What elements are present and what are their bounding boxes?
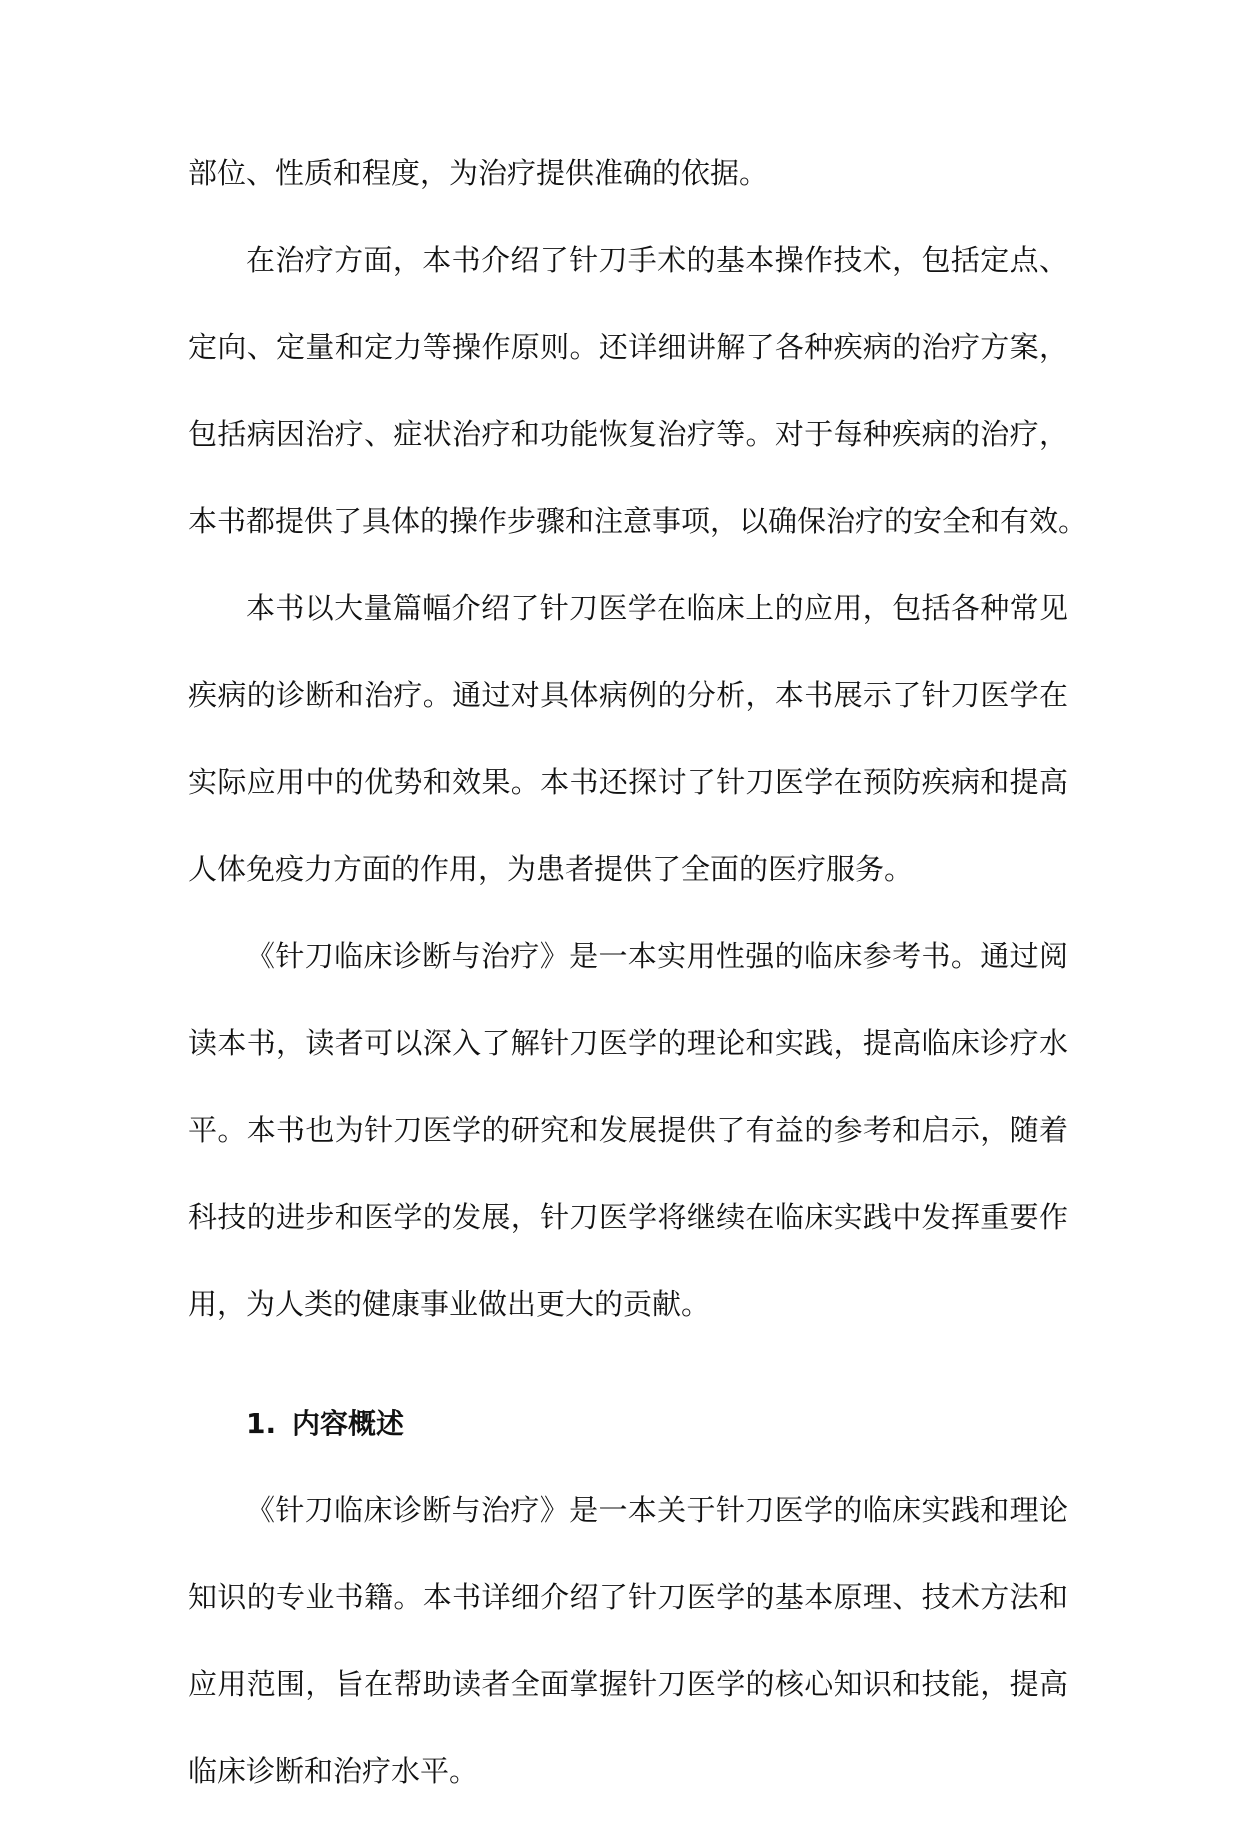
- text-line: 疾病的诊断和治疗。通过对具体病例的分析，本书展示了针刀医学在: [188, 678, 1068, 712]
- text-line: 科技的进步和医学的发展，针刀医学将继续在临床实践中发挥重要作: [188, 1200, 1068, 1234]
- text-line: 本书都提供了具体的操作步骤和注意事项，以确保治疗的安全和有效。: [188, 504, 1088, 538]
- text-line: 《针刀临床诊断与治疗》是一本关于针刀医学的临床实践和理论: [246, 1493, 1068, 1527]
- text-line: 包括病因治疗、症状治疗和功能恢复治疗等。对于每种疾病的治疗，: [188, 417, 1068, 451]
- text-line: 平。本书也为针刀医学的研究和发展提供了有益的参考和启示，随着: [188, 1113, 1068, 1147]
- text-line: 临床诊断和治疗水平。: [188, 1754, 479, 1788]
- text-line: 应用范围，旨在帮助读者全面掌握针刀医学的核心知识和技能，提高: [188, 1667, 1068, 1701]
- paragraph: [188, 1477, 1068, 1825]
- text-line: 《针刀临床诊断与治疗》是一本实用性强的临床参考书。通过阅: [246, 939, 1068, 973]
- text-line: 人体免疫力方面的作用，为患者提供了全面的医疗服务。: [188, 852, 914, 886]
- paragraph: [188, 227, 1088, 575]
- document-page: [188, 140, 1088, 1825]
- text-line: 用，为人类的健康事业做出更大的贡献。: [188, 1287, 711, 1321]
- text-line: 本书以大量篇幅介绍了针刀医学在临床上的应用，包括各种常见: [246, 591, 1068, 625]
- text-line: 定向、定量和定力等操作原则。还详细讲解了各种疾病的治疗方案，: [188, 330, 1068, 364]
- paragraph: [188, 923, 1068, 1358]
- paragraph: [188, 575, 1068, 923]
- section-number: 1.: [246, 1407, 277, 1440]
- section-heading: [188, 1390, 1068, 1477]
- text-line: 部位、性质和程度，为治疗提供准确的依据。: [188, 156, 769, 190]
- text-line: 知识的专业书籍。本书详细介绍了针刀医学的基本原理、技术方法和: [188, 1580, 1068, 1614]
- section-title: 内容概述: [292, 1407, 405, 1440]
- paragraph: [188, 140, 1068, 227]
- text-line: 读本书，读者可以深入了解针刀医学的理论和实践，提高临床诊疗水: [188, 1026, 1068, 1060]
- text-line: 实际应用中的优势和效果。本书还探讨了针刀医学在预防疾病和提高: [188, 765, 1068, 799]
- text-line: 在治疗方面，本书介绍了针刀手术的基本操作技术，包括定点、: [246, 243, 1068, 277]
